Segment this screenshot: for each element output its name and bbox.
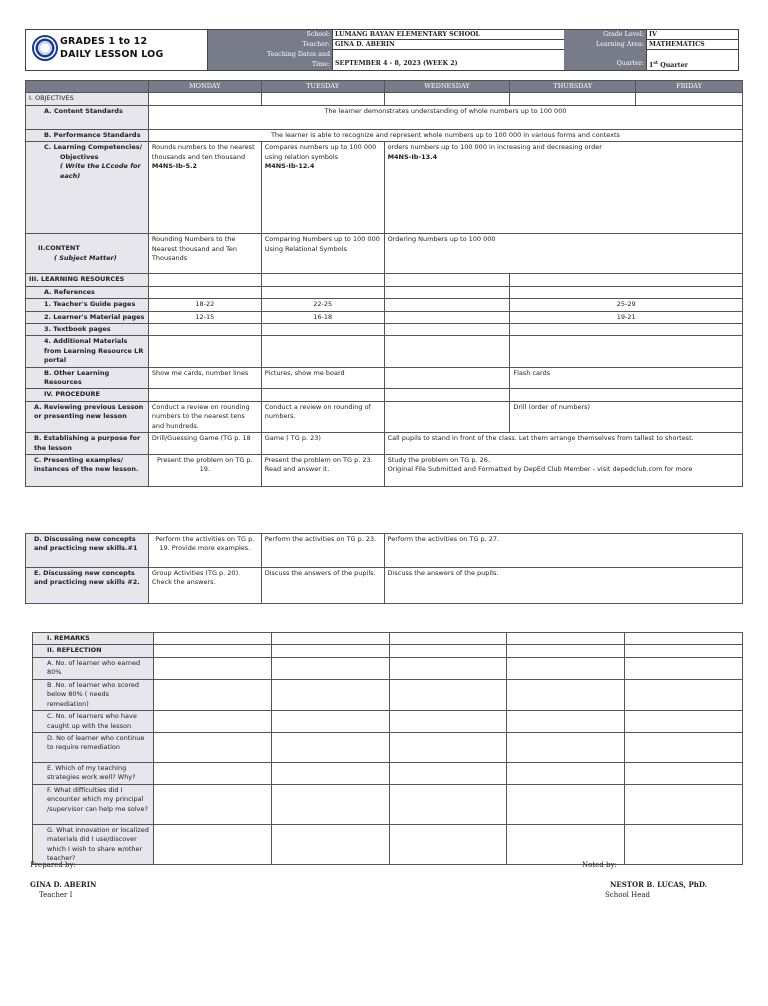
cell: [148, 336, 261, 367]
cell: [261, 286, 384, 298]
additional-materials-label: [26, 336, 149, 367]
cell: [625, 679, 743, 710]
grade-level-value: IV: [646, 30, 738, 40]
cell: [389, 633, 507, 645]
performance-label-text: B. Performance Standards: [44, 130, 141, 139]
cell: [261, 93, 384, 105]
reflection-label: [33, 645, 154, 657]
cell: [389, 657, 507, 679]
cell: [389, 824, 507, 865]
day-thursday: THURSDAY: [510, 81, 636, 93]
presenting-wednesday: [384, 455, 742, 487]
reflection-item-row: [33, 679, 743, 710]
content-label-line1: II.CONTENT: [38, 244, 80, 253]
resources-label: [26, 274, 149, 286]
header-title-block: [26, 30, 208, 70]
reflection-item-a: A. No. of learner who earned 80%: [33, 657, 154, 679]
performance-label: [26, 129, 149, 141]
competency-monday: [148, 142, 261, 234]
content-wednesday: Ordering Numbers up to 100 000: [384, 234, 742, 274]
cell: [153, 633, 271, 645]
content-label: [26, 234, 149, 274]
cell: [625, 633, 743, 645]
competencies-label-line3: ( Write the LCcode for each): [60, 162, 141, 180]
quarter-number: 1: [649, 62, 654, 70]
review-tuesday: Conduct a review on rounding of numbers.: [261, 401, 384, 432]
cell: [153, 762, 271, 784]
content-monday: Rounding Numbers to the Nearest thousand and Ten Thousands: [148, 234, 261, 274]
discussion2-label-text: E. Discussing new concepts and practicing new skills #2.: [34, 569, 140, 587]
cell: [384, 311, 510, 323]
cell: [389, 679, 507, 710]
cell: [261, 274, 384, 286]
review-label: [26, 401, 149, 432]
teacher-label: Teacher:: [208, 40, 332, 50]
objectives-label: I. OBJECTIVES: [26, 93, 149, 105]
textbook-row: [26, 323, 743, 335]
textbook-label: [26, 323, 149, 335]
review-row: [26, 401, 743, 432]
cell: [148, 274, 261, 286]
cell: [384, 401, 510, 432]
reflection-row: [33, 645, 743, 657]
cell: [271, 679, 389, 710]
cell: [153, 784, 271, 824]
remarks-label-text: I. REMARKS: [47, 634, 90, 642]
presenting-monday: Present the problem on TG p. 19.: [148, 455, 261, 487]
lm-pages-label-text: 2. Learner's Material pages: [44, 312, 145, 321]
purpose-row: [26, 433, 743, 455]
quarter-label: Quarter:: [564, 50, 646, 70]
reflection-item-row: [33, 657, 743, 679]
lesson-log-header: [25, 29, 739, 71]
textbook-label-text: 3. Textbook pages: [44, 324, 111, 333]
quarter-value: [646, 50, 738, 70]
reflection-item-g: G. What innovation or localized materials did I use/discover which I wish to share w/other teacher?: [33, 824, 154, 865]
purpose-monday: Drill/Guessing Game (TG p. 18: [148, 433, 261, 455]
header-title-line1: GRADES 1 to 12: [60, 36, 148, 47]
deped-seal-icon: [32, 35, 58, 61]
presenting-wednesday-line2: Original File Submitted and Formatted by DepEd Club Member - visit depedclub.com for more: [387, 465, 693, 474]
performance-row: [26, 129, 743, 141]
cell: [384, 367, 510, 389]
reflection-item-d: D. No of learner who continue to require remediation: [33, 732, 154, 762]
other-tuesday: Pictures, show me board: [261, 367, 384, 389]
cell: [510, 389, 743, 401]
dates-label: [208, 50, 332, 70]
day-header-row: [26, 81, 743, 93]
cell: [510, 274, 743, 286]
other-resources-label: [26, 367, 149, 389]
cell: [148, 389, 261, 401]
lm-tuesday: 16-18: [261, 311, 384, 323]
competencies-label-line2: Objectives: [60, 152, 99, 161]
review-monday: Conduct a review on rounding numbers to the nearest tens and hundreds.: [148, 401, 261, 432]
tg-pages-label: [26, 299, 149, 311]
competencies-label-line1: C. Learning Competencies/: [44, 143, 142, 152]
quarter-word: Quarter: [658, 62, 688, 70]
school-label: School:: [208, 30, 332, 40]
header-title-line2: DAILY LESSON LOG: [60, 49, 164, 60]
cell: [384, 286, 510, 298]
cell: [271, 784, 389, 824]
cell: [271, 732, 389, 762]
presenting-tuesday: Present the problem on TG p. 23. Read and answer it.: [261, 455, 384, 487]
reflection-item-row: [33, 711, 743, 733]
tg-thursday: 25-29: [510, 299, 743, 311]
competency-wednesday: [384, 142, 742, 234]
reflection-item-row: [33, 762, 743, 784]
tg-pages-label-text: 1. Teacher's Guide pages: [44, 300, 136, 309]
cell: [153, 732, 271, 762]
discussion2-tuesday: Discuss the answers of the pupils.: [261, 568, 384, 604]
cell: [153, 657, 271, 679]
purpose-wednesday: Call pupils to stand in front of the class. Let them arrange themselves from tallest to shortest.: [384, 433, 742, 455]
reflection-item-row: [33, 732, 743, 762]
cell: [507, 732, 625, 762]
cell: [507, 824, 625, 865]
cell: [153, 679, 271, 710]
cell: [510, 93, 636, 105]
review-label-text: A. Reviewing previous Lesson or presenting new lesson: [34, 402, 144, 421]
review-thursday: Drill (order of numbers): [510, 401, 743, 432]
cell: [271, 657, 389, 679]
discussion-table: [25, 533, 743, 604]
content-standards-value: The learner demonstrates understanding of whole numbers up to 100 000: [148, 105, 742, 129]
prepared-by-title: Teacher I: [39, 891, 73, 899]
presenting-wednesday-line1: Study the problem on TG p. 26.: [387, 456, 490, 465]
remarks-row: [33, 633, 743, 645]
reflection-item-c: C. No. of learners who have caught up with the lesson: [33, 711, 154, 733]
other-thursday: Flash cards: [510, 367, 743, 389]
learning-area-value: MATHEMATICS: [646, 40, 738, 50]
competency-monday-text: Rounds numbers to the nearest thousands and ten thousand: [151, 143, 255, 161]
dates-label-line2: Time:: [311, 60, 330, 68]
noted-by-name: NESTOR B. LUCAS, PhD.: [610, 880, 708, 889]
content-row: [26, 234, 743, 274]
cell: [271, 711, 389, 733]
additional-materials-label-text: 4. Additional Materials from Learning Resource LR portal: [44, 337, 144, 365]
additional-materials-row: [26, 336, 743, 367]
discussion2-label: [26, 568, 149, 604]
reflection-item-b: B .No. of learner who scored below 80% ( needs remediation): [33, 679, 154, 710]
cell: [389, 732, 507, 762]
competency-tuesday-code: M4NS-Ib-12.4: [264, 162, 315, 171]
references-row: [26, 286, 743, 298]
day-friday: FRIDAY: [636, 81, 743, 93]
discussion1-tuesday: Perform the activities on TG p. 23.: [261, 534, 384, 568]
cell: [510, 286, 743, 298]
lm-pages-label: [26, 311, 149, 323]
cell: [625, 711, 743, 733]
content-standards-label-text: A. Content Standards: [44, 106, 123, 115]
cell: [625, 645, 743, 657]
cell: [153, 711, 271, 733]
cell: [389, 711, 507, 733]
discussion1-monday: Perform the activities on TG p. 19. Provide more examples.: [148, 534, 261, 568]
prepared-by-label: Prepared by:: [30, 861, 76, 869]
day-wednesday: WEDNESDAY: [384, 81, 510, 93]
cell: [148, 286, 261, 298]
cell: [625, 657, 743, 679]
learning-area-label: Learning Area:: [564, 40, 646, 50]
cell: [625, 762, 743, 784]
cell: [507, 633, 625, 645]
reflection-item-row: [33, 784, 743, 824]
day-header-blank: [26, 81, 149, 93]
purpose-label-text: B. Establishing a purpose for the lesson: [34, 434, 141, 452]
purpose-tuesday: Game ( TG p. 23): [261, 433, 384, 455]
cell: [261, 336, 384, 367]
noted-by-label: Noted by:: [582, 861, 617, 869]
references-label-text: A. References: [44, 287, 95, 296]
lesson-plan-table: [25, 80, 743, 487]
discussion1-label: [26, 534, 149, 568]
cell: [625, 824, 743, 865]
cell: [510, 336, 743, 367]
reflection-table: [32, 632, 743, 865]
cell: [625, 732, 743, 762]
dates-label-line1: Teaching Dates and: [266, 51, 330, 58]
other-resources-row: [26, 367, 743, 389]
remarks-label: [33, 633, 154, 645]
reflection-item-f: F. What difficulties did I encounter which my principal /supervisor can help me solve?: [33, 784, 154, 824]
cell: [507, 657, 625, 679]
dates-value: SEPTEMBER 4 - 8, 2023 (WEEK 2): [332, 50, 564, 70]
procedure-label: [26, 389, 149, 401]
lm-pages-row: [26, 311, 743, 323]
day-monday: MONDAY: [148, 81, 261, 93]
cell: [625, 784, 743, 824]
cell: [384, 299, 510, 311]
cell: [271, 824, 389, 865]
resources-label-text: III. LEARNING RESOURCES: [29, 275, 125, 284]
presenting-label-text: C. Presenting examples/ instances of the new lesson.: [34, 456, 139, 474]
competencies-label: [26, 142, 149, 234]
reflection-label-text: II. REFLECTION: [47, 646, 102, 655]
competencies-row: [26, 142, 743, 234]
cell: [384, 389, 510, 401]
content-label-line2: ( Subject Matter): [54, 253, 117, 262]
competency-tuesday: [261, 142, 384, 234]
cell: [389, 645, 507, 657]
cell: [148, 93, 261, 105]
cell: [507, 784, 625, 824]
quarter-suffix: st: [653, 61, 659, 66]
procedure-row: [26, 389, 743, 401]
cell: [507, 711, 625, 733]
teacher-value: GINA D. ABERIN: [332, 40, 564, 50]
school-value: LUMANG BAYAN ELEMENTARY SCHOOL: [332, 30, 564, 40]
purpose-label: [26, 433, 149, 455]
cell: [507, 762, 625, 784]
competency-monday-code: M4NS-Ib-5.2: [151, 162, 197, 171]
cell: [148, 323, 261, 335]
reflection-item-e: E. Which of my teaching strategies work well? Why?: [33, 762, 154, 784]
cell: [384, 336, 510, 367]
day-tuesday: TUESDAY: [261, 81, 384, 93]
cell: [389, 784, 507, 824]
discussion2-row: [26, 568, 743, 604]
procedure-label-text: IV. PROCEDURE: [44, 390, 100, 399]
tg-monday: 18-22: [148, 299, 261, 311]
resources-row: [26, 274, 743, 286]
noted-by-title: School Head: [605, 891, 651, 899]
objectives-row: [26, 93, 743, 105]
cell: [384, 274, 510, 286]
cell: [384, 323, 510, 335]
reflection-item-row: [33, 824, 743, 865]
content-standards-row: [26, 105, 743, 129]
tg-tuesday: 22-25: [261, 299, 384, 311]
cell: [510, 323, 743, 335]
lm-monday: 12-15: [148, 311, 261, 323]
performance-value: The learner is able to recognize and represent whole numbers up to 100 000 in various forms and contexts: [148, 129, 742, 141]
presenting-row: [26, 455, 743, 487]
cell: [271, 633, 389, 645]
competency-wednesday-code: M4NS-Ib-13.4: [387, 152, 438, 161]
references-label: [26, 286, 149, 298]
content-standards-label: [26, 105, 149, 129]
cell: [507, 679, 625, 710]
other-resources-label-text: B. Other Learning Resources: [44, 368, 110, 387]
discussion2-wednesday: Discuss the answers of the pupils.: [384, 568, 742, 604]
discussion2-monday: Group Activities (TG p. 20). Check the answers.: [148, 568, 261, 604]
cell: [384, 93, 510, 105]
cell: [271, 762, 389, 784]
presenting-label: [26, 455, 149, 487]
cell: [271, 645, 389, 657]
other-monday: Show me cards, number lines: [148, 367, 261, 389]
competency-wednesday-text: orders numbers up to 100 000 in increasing and decreasing order: [387, 143, 602, 152]
cell: [389, 762, 507, 784]
cell: [261, 389, 384, 401]
discussion1-label-text: D. Discussing new concepts and practicing new skills.#1: [34, 535, 138, 553]
cell: [153, 824, 271, 865]
discussion1-row: [26, 534, 743, 568]
cell: [507, 645, 625, 657]
competency-tuesday-text: Compares numbers up to 100 000 using relation symbols: [264, 143, 377, 161]
cell: [153, 645, 271, 657]
cell: [261, 323, 384, 335]
prepared-by-name: GINA D. ABERIN: [30, 880, 97, 889]
grade-level-label: Grade Level:: [564, 30, 646, 40]
discussion1-wednesday: Perform the activities on TG p. 27.: [384, 534, 742, 568]
tg-pages-row: [26, 299, 743, 311]
content-tuesday: Comparing Numbers up to 100 000 Using Relational Symbols: [261, 234, 384, 274]
cell: [636, 93, 743, 105]
lm-thursday: 19-21: [510, 311, 743, 323]
